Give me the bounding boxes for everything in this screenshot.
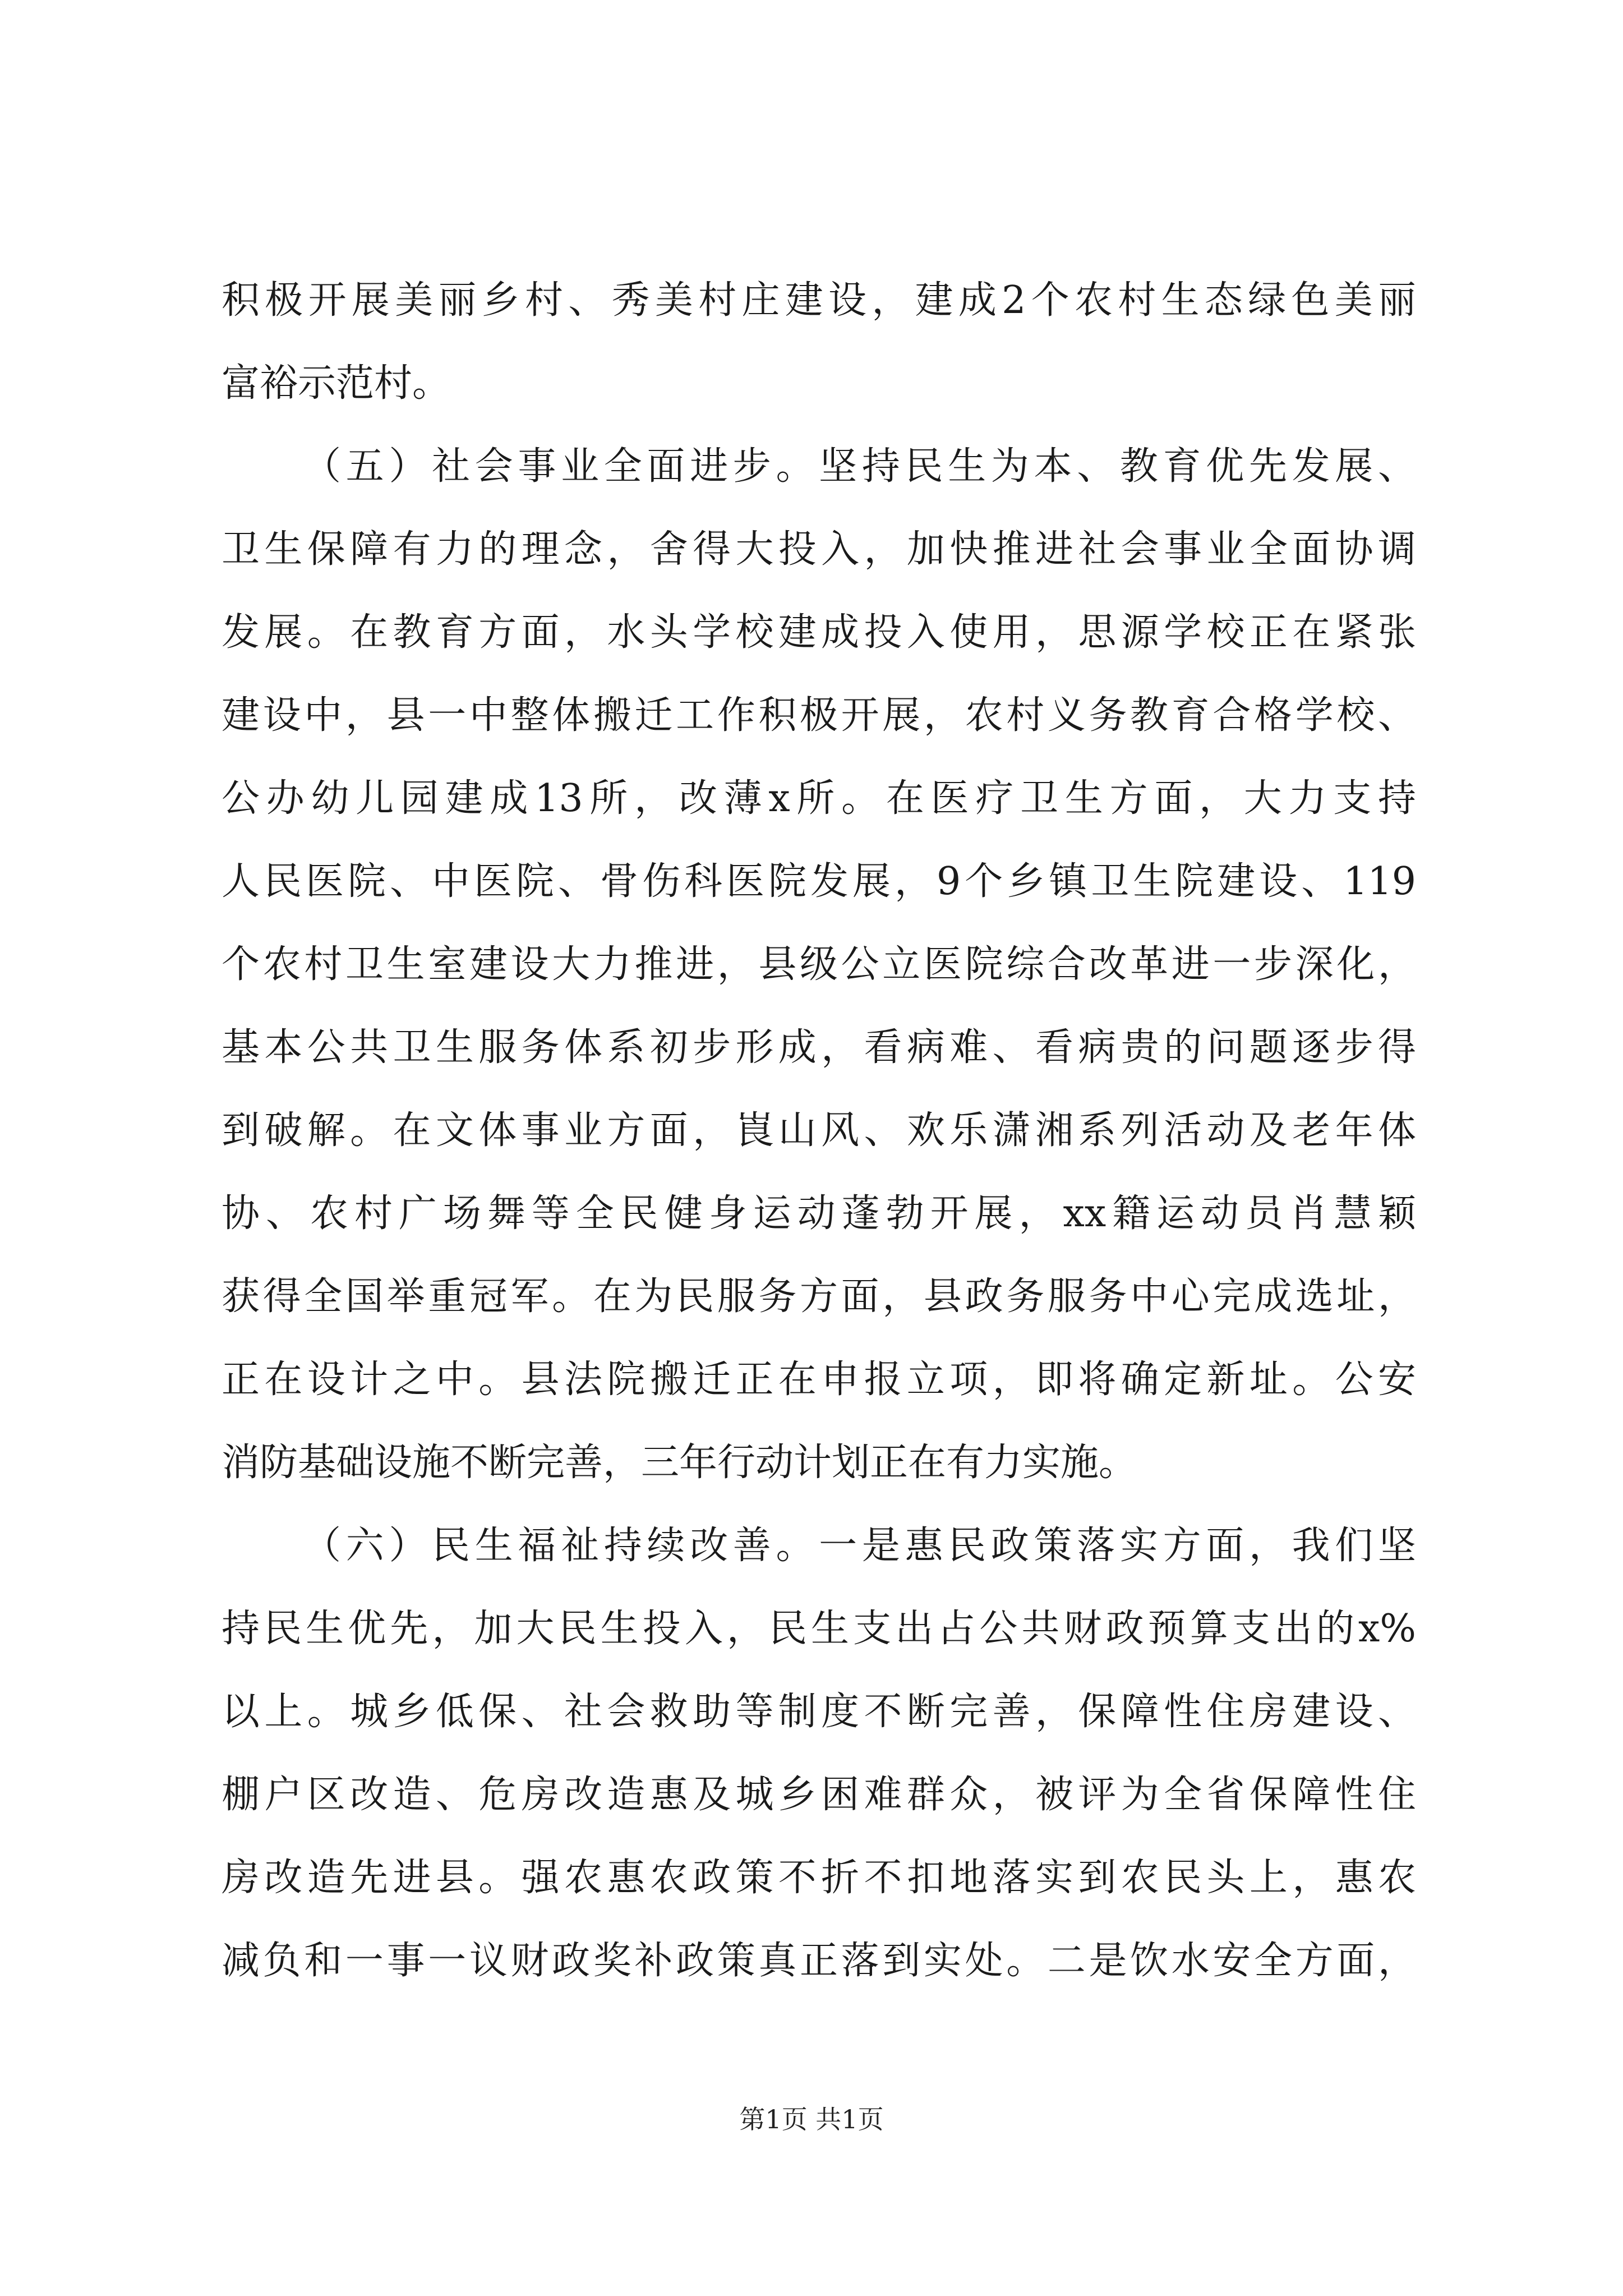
paragraph-heading-line: （六）民生福祉持续改善。一是惠民政策落实方面，我们坚 xyxy=(303,1524,1416,1568)
text-line: 富裕示范村。 xyxy=(222,361,451,406)
text-line: 持民生优先，加大民生投入，民生支出占公共财政预算支出的x% xyxy=(222,1607,1416,1651)
page-footer: 第1页 共1页 xyxy=(739,2104,884,2134)
text-line: 积极开展美丽乡村、秀美村庄建设，建成2个农村生态绿色美丽 xyxy=(222,278,1416,323)
text-line: 获得全国举重冠军。在为民服务方面，县政务服务中心完成选址， xyxy=(222,1274,1416,1319)
text-line: 减负和一事一议财政奖补政策真正落到实处。二是饮水安全方面， xyxy=(222,1939,1416,1983)
text-line: 个农村卫生室建设大力推进，县级公立医院综合改革进一步深化， xyxy=(222,942,1416,987)
text-line: 发展。在教育方面，水头学校建成投入使用，思源学校正在紧张 xyxy=(222,610,1416,655)
text-line: 建设中，县一中整体搬迁工作积极开展，农村义务教育合格学校、 xyxy=(222,693,1416,738)
text-line: 消防基础设施不断完善，三年行动计划正在有力实施。 xyxy=(222,1441,1137,1485)
text-line: 基本公共卫生服务体系初步形成，看病难、看病贵的问题逐步得 xyxy=(222,1025,1416,1070)
text-line: 公办幼儿园建成13所，改薄x所。在医疗卫生方面，大力支持 xyxy=(222,776,1416,821)
text-line: 正在设计之中。县法院搬迁正在申报立项，即将确定新址。公安 xyxy=(222,1358,1416,1402)
text-line: 卫生保障有力的理念，舍得大投入，加快推进社会事业全面协调 xyxy=(222,527,1416,572)
document-body xyxy=(222,259,1416,2003)
text-line: 人民医院、中医院、骨伤科医院发展，9个乡镇卫生院建设、119 xyxy=(222,859,1416,904)
text-line: 到破解。在文体事业方面，崀山风、欢乐潇湘系列活动及老年体 xyxy=(222,1108,1416,1153)
text-line: 协、农村广场舞等全民健身运动蓬勃开展，xx籍运动员肖慧颖 xyxy=(222,1191,1416,1236)
text-line: 棚户区改造、危房改造惠及城乡困难群众，被评为全省保障性住 xyxy=(222,1773,1416,1817)
text-line: 房改造先进县。强农惠农政策不折不扣地落实到农民头上，惠农 xyxy=(222,1856,1416,1900)
text-line: 以上。城乡低保、社会救助等制度不断完善，保障性住房建设、 xyxy=(222,1690,1416,1734)
paragraph-heading-line: （五）社会事业全面进步。坚持民生为本、教育优先发展、 xyxy=(303,444,1416,489)
